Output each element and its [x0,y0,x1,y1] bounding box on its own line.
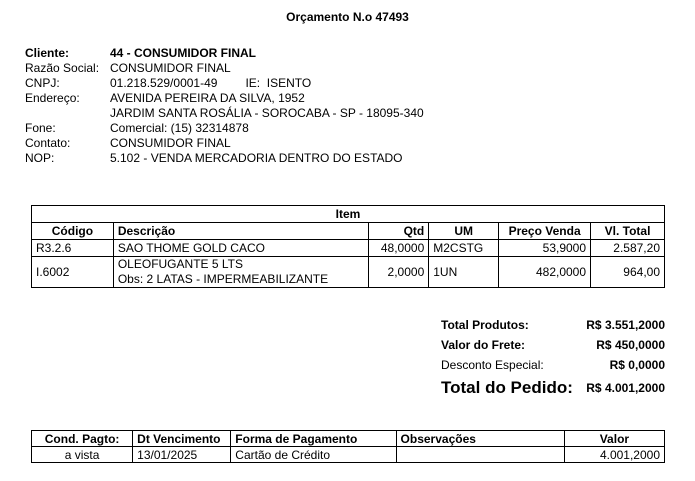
item-preco: 53,9000 [499,240,591,257]
header-cond-pagto: Cond. Pagto: [32,431,133,447]
item-um: 1UN [429,257,499,288]
cliente-label: Cliente: [25,46,70,60]
desconto-label: Desconto Especial: [441,358,544,372]
items-header-row [32,223,665,240]
razao-label: Razão Social: [25,61,100,75]
header-observacoes: Observações [396,431,564,447]
header-forma-pagamento: Forma de Pagamento [231,431,396,447]
item-um: M2CSTG [429,240,499,257]
endereco-row-2 [25,106,424,121]
payment-obs [396,447,564,463]
item-descricao: OLEOFUGANTE 5 LTS [117,257,243,271]
total-pedido-label: Total do Pedido: [441,378,573,397]
item-obs: Obs: 2 LATAS - IMPERMEABILIZANTE [117,272,329,286]
header-um: UM [429,223,499,240]
item-total: 964,00 [591,257,665,288]
document-title: Orçamento N.o 47493 [286,10,409,24]
endereco-label: Endereço: [25,91,80,105]
table-row [32,447,665,463]
items-table [31,205,665,288]
endereco-line-1: AVENIDA PEREIRA DA SILVA, 1952 [110,91,305,105]
razao-row [25,61,424,76]
nop-label: NOP: [25,151,55,165]
header-qtd: Qtd [369,223,429,240]
desconto-value: R$ 0,0000 [609,358,665,372]
table-row [32,240,665,257]
nop-row [25,151,424,166]
header-codigo: Código [32,223,114,240]
total-produtos-value: R$ 3.551,2000 [586,318,665,332]
contato-label: Contato: [25,136,71,150]
valor-frete-value: R$ 450,0000 [596,338,665,352]
item-codigo: R3.2.6 [32,240,114,257]
client-row [25,46,424,61]
cnpj-label: CNPJ: [25,76,60,90]
total-produtos-label: Total Produtos: [441,318,529,332]
ie-value: ISENTO [266,76,312,90]
items-section-row [32,206,665,223]
payment-forma: Cartão de Crédito [231,447,396,463]
item-codigo: I.6002 [32,257,114,288]
header-descricao: Descrição [113,223,368,240]
payment-dt: 13/01/2025 [133,447,231,463]
items-section-title: Item [32,206,665,223]
total-pedido-value: R$ 4.001,2000 [586,381,665,395]
payment-valor: 4.001,2000 [564,447,664,463]
total-pedido-row [441,378,665,400]
header-valor: Valor [564,431,664,447]
nop-value: 5.102 - VENDA MERCADORIA DENTRO DO ESTADO [110,151,403,165]
payment-header-row [32,431,665,447]
item-qtd: 2,0000 [369,257,429,288]
client-info [25,46,424,166]
table-row [32,257,665,288]
cnpj-value: 01.218.529/0001-49 [110,76,218,90]
fone-row [25,121,424,136]
contato-value: CONSUMIDOR FINAL [110,136,231,150]
razao-value: CONSUMIDOR FINAL [110,61,231,75]
fone-label: Fone: [25,121,56,135]
item-preco: 482,0000 [499,257,591,288]
valor-frete-label: Valor do Frete: [441,338,526,352]
endereco-line-2: JARDIM SANTA ROSÁLIA - SOROCABA - SP - 18095-340 [110,106,424,120]
endereco-row [25,91,424,106]
header-total: Vl. Total [591,223,665,240]
fone-value: Comercial: (15) 32314878 [110,121,249,135]
contato-row [25,136,424,151]
item-descricao: SAO THOME GOLD CACO [113,240,368,257]
ie-label: IE: [245,76,261,90]
header-dt-vencimento: Dt Vencimento [133,431,231,447]
item-qtd: 48,0000 [369,240,429,257]
item-descricao-cell [113,257,368,288]
payment-cond: a vista [32,447,133,463]
cnpj-row [25,76,424,91]
item-total: 2.587,20 [591,240,665,257]
header-preco: Preço Venda [499,223,591,240]
cliente-value: 44 - CONSUMIDOR FINAL [110,46,257,60]
payment-table [31,430,665,463]
